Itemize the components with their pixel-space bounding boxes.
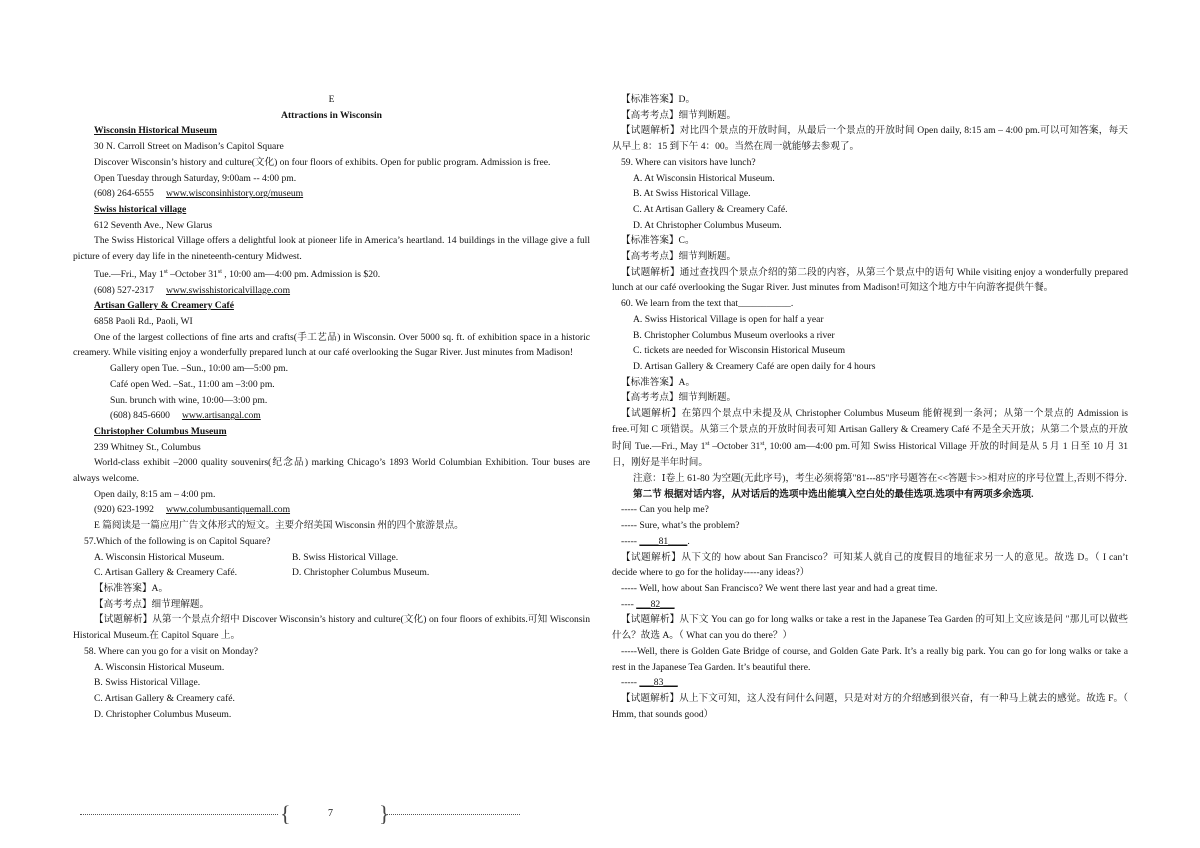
question-57: 57.Which of the following is on Capitol Square?: [84, 535, 271, 547]
page-footer: [80, 800, 520, 830]
attraction-4-phone: (920) 623-1992: [94, 504, 154, 516]
question-58-option-d: D. Christopher Columbus Museum.: [94, 708, 232, 720]
option-d: D. Christopher Columbus Museum.: [292, 567, 430, 579]
question-58-analysis: 【试题解析】对比四个景点的开放时间，从最后一个景点的开放时间 Open daily, 8:15 am – 4:00 pm.可以可知答案，每天从早上 8：15 到下午 4：00。当然在周一就能够去参观了。: [612, 125, 1128, 153]
superscript: st: [163, 268, 168, 275]
attraction-3-phone: (608) 845-6600: [110, 410, 170, 422]
part-2-heading: 第二节 根据对话内容，从对话后的选项中选出能填入空白处的最佳选项.选项中有两项多余选项.: [633, 488, 1034, 500]
attraction-4-contact: [73, 502, 590, 518]
footer-rule-left: [80, 814, 278, 815]
blank-82: ___82___: [636, 598, 675, 610]
dialogue-blank-82: [612, 597, 1128, 613]
blank-83-analysis: 【试题解析】从上下文可知，这人没有问什么问题，只是对对方的介绍感到很兴奋，有一种马上就去的感觉。故选 F。（ Hmm, that sounds good）: [612, 692, 1128, 720]
attraction-4-hours: Open daily, 8:15 am – 4:00 pm.: [94, 488, 216, 500]
answer-sheet-note: 注意：Ⅰ卷上 61-80 为空题(无此序号)，考生必须将第"81---85"序号题答在<<答题卡>>相对应的序号位置上,否则不得分.: [633, 473, 1127, 485]
superscript: st: [217, 268, 222, 275]
question-59-option-b: B. At Swiss Historical Village.: [633, 188, 751, 200]
attraction-4-name: Christopher Columbus Museum: [94, 425, 227, 437]
question-60: 60. We learn from the text that___________.: [621, 298, 794, 310]
dialogue-dash: -----: [621, 535, 640, 547]
question-60-option-b: B. Christopher Columbus Museum overlooks a river: [633, 329, 835, 341]
attraction-3-hours-brunch: Sun. brunch with wine, 10:00—3:00 pm.: [110, 394, 268, 406]
superscript: st: [760, 441, 765, 448]
attraction-3-description: One of the largest collections of fine arts and crafts(手工艺品) in Wisconsin. Over 5000 sq. ft. of exhibition space in a historic creamery. While visiting enjoy a wonderfully prepared lunch at our café overlooking the Sugar River. Just minutes from Madison!: [73, 331, 590, 359]
analysis-text: , 10:00 am—4:00 pm.可知 Swiss Historical Village 开放的时间是从 5 月 1 日至 10 月 31 日，刚好是半年时间。: [612, 441, 1129, 469]
blank-81: ____81____: [639, 535, 688, 547]
question-59: 59. Where can visitors have lunch?: [621, 156, 756, 168]
attraction-2-hours: [73, 265, 590, 283]
attraction-4-address: 239 Whitney St., Columbus: [94, 441, 201, 453]
analysis-text: –October 31: [709, 441, 761, 453]
question-60-option-a: A. Swiss Historical Village is open for half a year: [633, 313, 824, 325]
option-b: B. Swiss Historical Village.: [292, 551, 399, 563]
question-58-answer: 【标准答案】D。: [621, 94, 696, 105]
left-brace-icon: {: [280, 801, 291, 826]
blank-81-analysis: 【试题解析】从下文的 how about San Francisco？可知某人就自己的度假目的地征求另一人的意见。故选 D。（ I can’t decide where to go for the holiday-----any ideas?）: [612, 551, 1128, 579]
blank-82-analysis: 【试题解析】从下文 You can go for long walks or take a rest in the Japanese Tea Garden 的可知上文应该是问 "那儿可以做些什么？故选 A。（ What can you do there？）: [612, 614, 1128, 642]
attraction-1-name: Wisconsin Historical Museum: [94, 125, 217, 137]
dialogue-line-4: ----- Well, how about San Francisco? We went there last year and had a great time.: [621, 582, 938, 594]
dialogue-dot: .: [687, 535, 690, 547]
attraction-3-address: 6858 Paoli Rd., Paoli, WI: [94, 316, 193, 328]
question-58-option-b: B. Swiss Historical Village.: [94, 677, 201, 689]
attraction-1-hours: Open Tuesday through Saturday, 9:00am -- 4:00 pm.: [94, 172, 297, 184]
attraction-4-description: World-class exhibit –2000 quality souvenirs(纪念品) marking Chicago’s 1893 World Columbian Exhibition. Tour buses are always welcome.: [73, 457, 590, 485]
attraction-4-website[interactable]: www.columbusantiquemall.com: [165, 504, 291, 516]
question-59-analysis: 【试题解析】通过查找四个景点介绍的第二段的内容，从第三个景点中的语句 While visiting enjoy a wonderfully prepared lunch at our café overlooking the Sugar River. Just minutes from Madison!可知这个地方中午向游客提供午餐。: [612, 266, 1128, 294]
dialogue-dash: -----: [621, 677, 640, 689]
left-column: [73, 92, 590, 722]
option-c: C. Artisan Gallery & Creamery Café.: [94, 567, 238, 579]
page-number: 7: [328, 808, 333, 819]
right-brace-icon: }: [379, 801, 390, 826]
question-58-topic: 【高考考点】细节判断题。: [621, 109, 737, 121]
section-letter: E: [328, 94, 335, 105]
hours-text: –October 31: [167, 268, 218, 280]
question-59-answer: 【标准答案】C。: [621, 235, 695, 247]
question-59-option-c: C. At Artisan Gallery & Creamery Café.: [633, 203, 788, 215]
question-57-answer: 【标准答案】A。: [94, 582, 169, 594]
attraction-3-name: Artisan Gallery & Creamery Café: [94, 300, 234, 312]
dialogue-line-2: ----- Sure, what’s the problem?: [621, 520, 740, 532]
attraction-2-description: The Swiss Historical Village offers a delightful look at pioneer life in America’s heartland. 14 buildings in the village give a full picture of every day life in the nineteenth-century Midwest.: [73, 235, 590, 263]
hours-text: Tue.—Fri., May 1: [94, 268, 164, 280]
question-60-option-c: C. tickets are needed for Wisconsin Historical Museum: [633, 345, 846, 357]
question-60-answer: 【标准答案】A。: [621, 376, 696, 388]
attraction-1-phone: (608) 264-6555: [94, 188, 154, 200]
question-59-option-a: A. At Wisconsin Historical Museum.: [633, 172, 775, 184]
option-a: A. Wisconsin Historical Museum.: [94, 551, 225, 563]
question-57-options-ab: [73, 550, 590, 566]
question-57-options-cd: [73, 565, 590, 581]
footer-rule-right: [387, 814, 520, 815]
question-58: 58. Where can you go for a visit on Monday?: [84, 645, 259, 657]
dialogue-line-1: ----- Can you help me?: [621, 504, 709, 516]
dialogue-blank-81: [612, 534, 1128, 550]
dialogue-dash: ----: [621, 598, 637, 610]
attraction-3-website[interactable]: www.artisangal.com: [181, 410, 261, 422]
question-57-analysis: 【试题解析】从第一个景点介绍中 Discover Wisconsin’s history and culture(文化) on four floors of exhibits.可知 Wisconsin Historical Museum.在 Capitol Square 上。: [73, 614, 590, 642]
attraction-2-phone: (608) 527-2317: [94, 284, 154, 296]
dialogue-line-6: -----Well, there is Golden Gate Bridge of course, and Golden Gate Park. It’s a really big park. You can go for long walks or take a rest in the Japanese Tea Garden. It’s beautiful there.: [612, 645, 1128, 673]
blank-83: ___83___: [639, 677, 678, 689]
question-60-option-d: D. Artisan Gallery & Creamery Café are open daily for 4 hours: [633, 360, 876, 372]
dialogue-blank-83: [612, 675, 1128, 691]
attraction-1-website[interactable]: www.wisconsinhistory.org/museum: [165, 188, 304, 200]
hours-text: , 10:00 am—4:00 pm. Admission is $20.: [221, 268, 381, 280]
right-column: [612, 92, 1128, 722]
passage-title: Attractions in Wisconsin: [281, 109, 382, 121]
attraction-1-address: 30 N. Carroll Street on Madison’s Capitol Square: [94, 141, 284, 153]
attraction-2-name: Swiss historical village: [94, 203, 187, 215]
attraction-3-contact: [73, 408, 590, 424]
attraction-3-hours-gallery: Gallery open Tue. –Sun., 10:00 am—5:00 pm.: [110, 363, 289, 375]
superscript: st: [705, 441, 710, 448]
attraction-2-website[interactable]: www.swisshistoricalvillage.com: [165, 284, 291, 296]
attraction-1-contact: [73, 186, 590, 202]
question-59-topic: 【高考考点】细节判断题。: [621, 251, 737, 263]
question-57-topic: 【高考考点】细节理解题。: [94, 598, 210, 610]
question-60-analysis: [612, 406, 1128, 471]
question-58-option-a: A. Wisconsin Historical Museum.: [94, 661, 225, 673]
attraction-3-hours-cafe: Café open Wed. –Sat., 11:00 am –3:00 pm.: [110, 378, 275, 390]
question-60-topic: 【高考考点】细节判断题。: [621, 392, 737, 404]
attraction-2-address: 612 Seventh Ave., New Glarus: [94, 219, 213, 231]
question-59-option-d: D. At Christopher Columbus Museum.: [633, 219, 782, 231]
analysis-text: 【试题解析】在第四个景点中未提及从 Christopher Columbus Museum 能俯视到一条河；从第一个景点的 Admission is free.可知 C 项错误。从第三个景点的开放时间表可知 Artisan Gallery & Creamery Café 不是全天开放；从第二个景点的开放时间 Tue.—Fri., May 1: [612, 408, 1128, 453]
attraction-1-description: Discover Wisconsin’s history and culture(文化) on four floors of exhibits. Open for public program. Admission is free.: [94, 156, 551, 168]
question-58-option-c: C. Artisan Gallery & Creamery café.: [94, 692, 235, 704]
attraction-2-contact: [73, 283, 590, 299]
passage-intro: E 篇阅读是一篇应用广告文体形式的短文。主要介绍美国 Wisconsin 州的四个旅游景点。: [94, 520, 464, 532]
